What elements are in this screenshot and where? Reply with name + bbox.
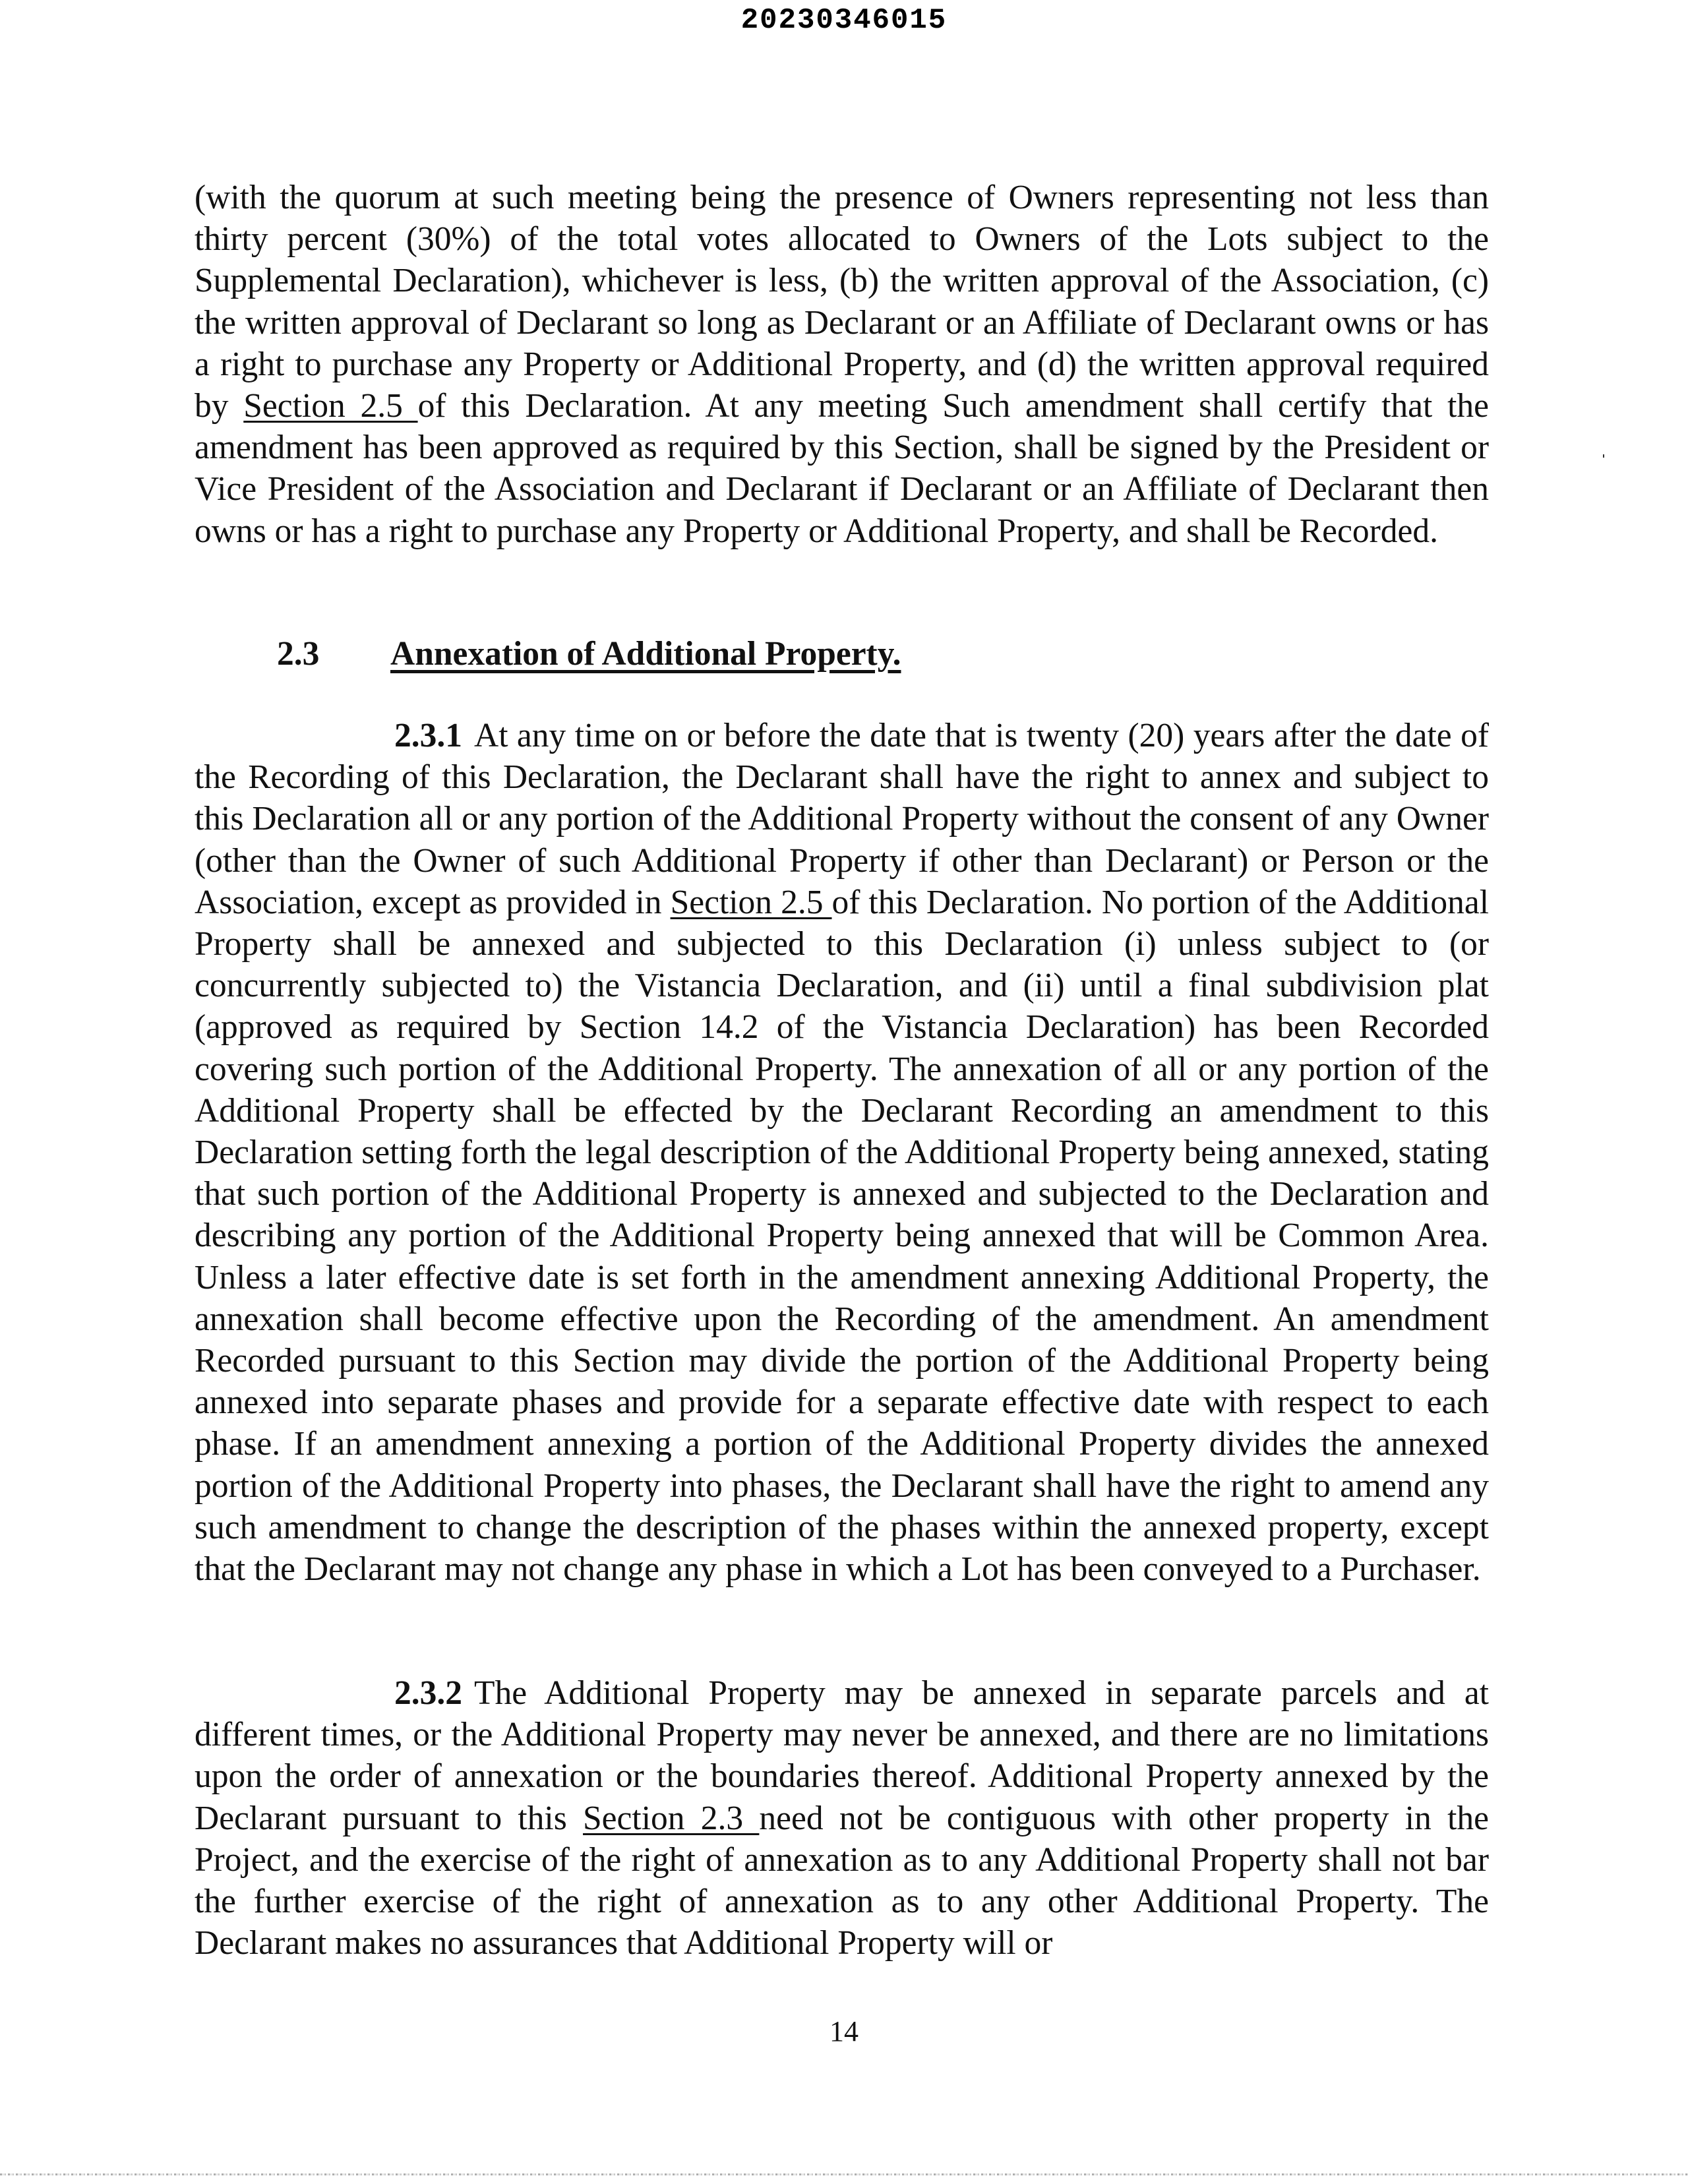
section-title: Annexation of Additional Property. [390, 635, 901, 673]
subsection-number: 2.3.1 [394, 717, 462, 754]
paragraph-2-3-1 [195, 715, 1489, 1590]
section-number: 2.3 [277, 635, 320, 673]
page-number: 14 [829, 2015, 859, 2048]
paragraph-text: (with the quorum at such meeting being the presence of Owners representing not less than thirty percent (30%) of the total votes allocated to Owners of the Lots subject to the Supplemental Declaration), whichever is less, (b) the written approval of the Association, (c) the written approval of Declarant so long as Declarant or an Affiliate of Declarant owns or has a right to purchase any Property or Additional Property, and (d) the written approval required by [195, 179, 1489, 425]
paragraph-amendment-continuation [195, 177, 1489, 552]
subsection-number: 2.3.2 [394, 1674, 462, 1712]
paragraph-text: need not be contiguous with other property in the Project, and the exercise of the right of annexation as to any Additional Property shall not bar the further exercise of the right of annexation as to any other Additional Property. The Declarant makes no assurances that Additional Property will or [195, 1799, 1490, 1962]
document-number: 20230346015 [740, 4, 948, 37]
section-heading-2-3 [277, 633, 901, 675]
paragraph-text: At any time on or before the date that is twenty (20) years after the date of the Recording of this Declaration, the Declarant shall have the right to annex and subject to this Declaration all or any portion of the Additional Property without the consent of any Owner (other than the Owner of such Additional Property if other than Declarant) or Person or the Association, except as provided in [195, 717, 1489, 921]
paragraph-2-3-2 [195, 1672, 1489, 1964]
paragraph-text: of this Declaration. At any meeting Such amendment shall certify that the amendment has been approved as required by this Section, shall be signed by the President or Vice President of the Association and Declarant if Declarant or an Affiliate of Declarant then owns or has a right to purchase any Property or Additional Property, and shall be Recorded. [195, 387, 1489, 550]
section-2-3-reference: Section 2.3 [583, 1799, 760, 1837]
paragraph-text: of this Declaration. No portion of the Additional Property shall be annexed and subjected to this Declaration (i) unless subject to (or concurrently subjected to) the Vistancia Declaration, and (ii) until a final subdivision plat (approved as required by Section 14.2 of the Vistancia Declaration) has been Recorded covering such portion of the Additional Property. The annexation of all or any portion of the Additional Property shall be effected by the Declarant Recording an amendment to this Declaration setting forth the legal description of the Additional Property being annexed, stating that such portion of the Additional Property is annexed and subjected to the Declaration and describing any portion of the Additional Property being annexed that will be Common Area. Unless a later effective date is set forth in the amendment annexing Additional Property, the annexation shall become effective upon the Recording of the amendment. An amendment Recorded pursuant to this Section may divide the portion of the Additional Property being annexed into separate phases and provide for a separate effective date with respect to each phase. If an amendment annexing a portion of the Additional Property divides the annexed portion of the Additional Property into phases, the Declarant shall have the right to amend any such amendment to change the description of the phases within the annexed property, except that the Declarant may not change any phase in which a Lot has been conveyed to a Purchaser. [195, 883, 1489, 1589]
scan-edge-artifact [0, 2173, 1688, 2175]
section-2-5-reference: Section 2.5 [670, 883, 832, 921]
scan-speck [1603, 454, 1604, 458]
section-2-5-reference: Section 2.5 [243, 387, 418, 425]
paragraph-text: The Additional Property may be annexed in separate parcels and at different times, or the Additional Property may never be annexed, and there are no limitations upon the order of annexation or the boundaries thereof. Additional Property annexed by the Declarant pursuant to this [195, 1674, 1489, 1837]
